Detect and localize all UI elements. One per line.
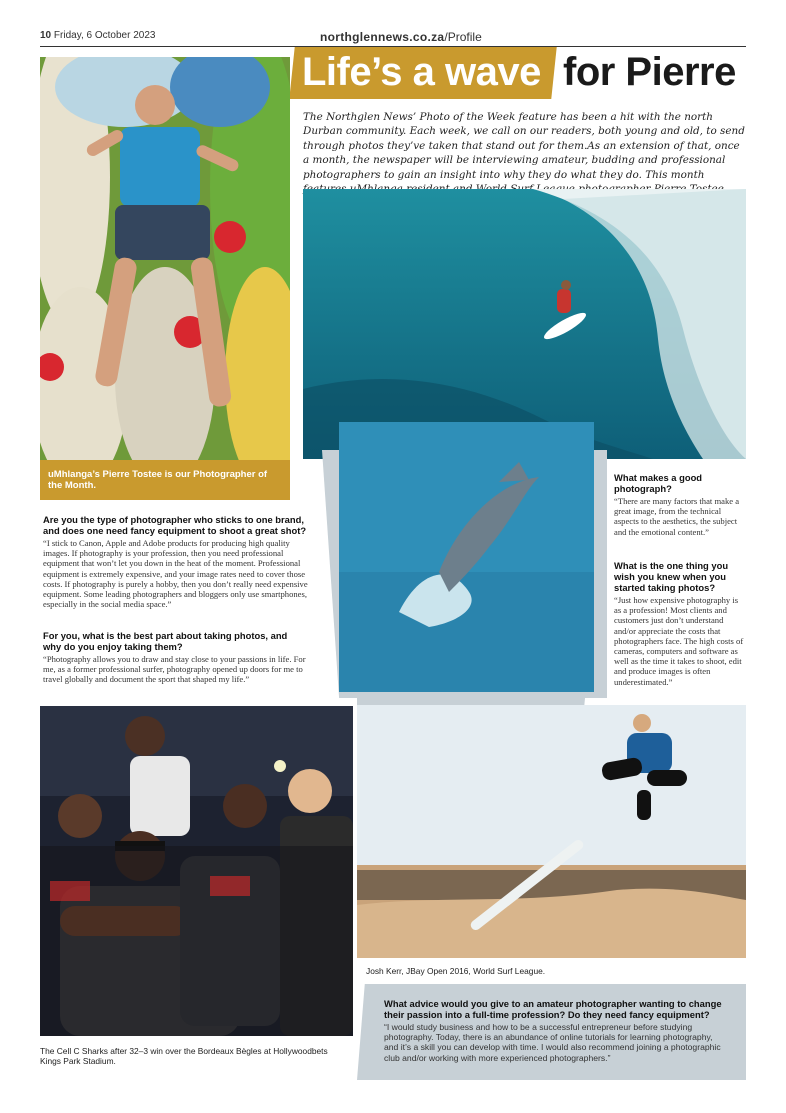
dolphin-photo <box>339 422 594 692</box>
page-folio <box>40 30 155 41</box>
qa-question: What makes a good photograph? <box>614 472 703 494</box>
surfer-jump-photo <box>357 705 746 958</box>
portrait-photo <box>40 57 290 460</box>
portrait-caption-box <box>40 460 290 500</box>
section-name: /Profile <box>444 30 482 44</box>
qa-item-3 <box>614 472 744 537</box>
section-header <box>320 30 482 44</box>
qa-question: Are you the type of photographer who sticks to one brand, and does one need fancy equipment to shoot a great shot? <box>43 514 307 536</box>
qa-answer: “I stick to Canon, Apple and Adobe products for producing high quality images. If photography is your profession, then you need professional equipment that won’t let you down in the heat of the moment. Professional equipment is extremely expensive, and your image rates need to cover those costs. If photography is purely a hobby, then you don’t really need expensive equipment. Some leading photographers and bloggers only use smartphones, especially in the social media space.” <box>43 538 308 610</box>
qa-question: For you, what is the best part about taking photos, and why do you enjoy taking them? <box>43 630 288 652</box>
issue-date: Friday, 6 October 2023 <box>53 30 156 41</box>
site-domain: northglennews.co.za <box>320 30 445 44</box>
qa-answer: “Photography allows you to draw and stay close to your passions in life. For me, as a former professional surfer, photography opened up doors for me to travel globally and document the sport that shaped my life.” <box>43 654 306 685</box>
qa-answer: “Just how expensive photography is as a profession! Most clients and customers just don’t understand and/or appreciate the costs that photographers face. The high costs of cameras, computers and software as well as the time it takes to shoot, edit and produce images is often underestimated.” <box>614 595 744 687</box>
qa-item-6 <box>384 998 729 1063</box>
rugby-team-photo <box>40 706 353 1036</box>
intro-paragraph: The Northglen News’ Photo of the Week feature has been a hit with the north Durban community. Each week, we call on our readers, both young and old, to send through photos they’ve taken that stand out for them.As an extension of that, once a month, the newspaper will be interviewing amateur, budding and professional photographers to gain an insight into why they do what they do. This month <box>303 111 745 181</box>
qa-question: What is the one thing you wish you knew when you started taking photos? <box>614 560 729 593</box>
page-number: 10 <box>40 30 52 41</box>
qa-item-2 <box>43 630 308 685</box>
qa-question: What advice would you give to an amateur photographer wanting to change their passion into a full-time profession? Do they need fancy equipment? <box>384 998 722 1020</box>
headline-part-1: Life’s a wave <box>302 50 541 94</box>
qa-item-1 <box>43 514 308 609</box>
jump-caption: Josh Kerr, JBay Open 2016, World Surf League. <box>366 966 546 976</box>
portrait-caption: uMhlanga’s Pierre Tostee is our Photographer of the Month. <box>48 469 268 491</box>
headline-part-2: for Pierre <box>563 50 736 94</box>
qa-answer: “There are many factors that make a great image, from the technical aspects to the aesthetics, the subject and the emotional content.” <box>614 496 740 537</box>
qa-item-4 <box>614 560 744 687</box>
surf-wave-photo <box>303 189 746 459</box>
rugby-caption: The Cell C Sharks after 32–3 win over the Bordeaux Bègles at Hollywoodbets Kings Park Stadium. <box>40 1046 328 1066</box>
qa-answer: “I would study business and how to be a successful entrepreneur before studying photography. Today, there is an abundance of online tutorials for learning photography, and it’s a skill you can develop with time. I would also recommend joining a photographic club and/or working with more experienced photographers.” <box>384 1022 721 1063</box>
